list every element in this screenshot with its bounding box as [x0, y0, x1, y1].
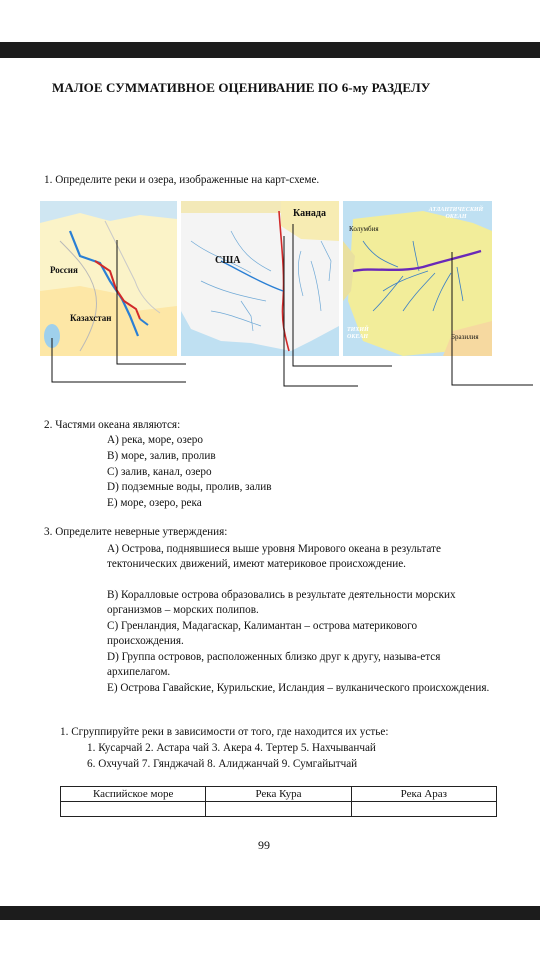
q3-option-a: A) Острова, поднявшиеся выше уровня Мирового океана в результате тектонических движений, имеют материковое происхождение. [107, 543, 441, 571]
q3-option-d: D) Группа островов, расположенных близко друг к другу, называ-ется архипелагом. [107, 651, 441, 679]
q2-option-e: E) море, озеро, река [107, 497, 202, 509]
map-label-kazakhstan: Казахстан [70, 313, 112, 323]
question-4-text: 1. Сгруппируйте реки в зависимости от того, где находится их устье: [60, 726, 389, 738]
page-title: МАЛОЕ СУММАТИВНОЕ ОЦЕНИВАНИЕ ПО 6-му РАЗДЕЛУ [52, 80, 431, 95]
q2-option-d: D) подземные воды, пролив, залив [107, 481, 272, 493]
rivers-list-line-2: 6. Охчучай 7. Гянджачай 8. Алиджанчай 9. Сумгайытчай [87, 758, 358, 770]
map-label-russia: Россия [50, 265, 78, 275]
q3-option-e: E) Острова Гавайские, Курильские, Исландия – вулканического происхождения. [107, 682, 490, 694]
table-header-kura: Река Кура [206, 787, 351, 802]
q2-option-c: C) залив, канал, озеро [107, 466, 212, 478]
q3-option-b: B) Коралловые острова образовались в результате деятельности морских организмов – морских полипов. [107, 589, 456, 617]
page-number: 99 [258, 838, 270, 852]
question-3-text: 3. Определите неверные утверждения: [44, 526, 228, 538]
question-1-text: 1. Определите реки и озера, изображенные на карт-схеме. [44, 174, 320, 186]
q2-option-b: B) море, залив, пролив [107, 450, 216, 462]
table-header-caspian: Каспийское море [61, 787, 206, 802]
table-cell-kura[interactable] [206, 802, 351, 817]
map-leader-lines [0, 0, 540, 400]
grouping-table [60, 786, 497, 817]
table-cell-caspian[interactable] [61, 802, 206, 817]
map-label-canada: Канада [293, 208, 326, 219]
rivers-list-line-1: 1. Кусарчай 2. Астара чай 3. Акера 4. Тертер 5. Нахчыванчай [87, 742, 376, 754]
table-header-araz: Река Араз [351, 787, 496, 802]
bottom-dark-bar [0, 906, 540, 920]
q2-option-a: A) река, море, озеро [107, 434, 203, 446]
q3-option-c: C) Гренландия, Мадагаскар, Калимантан – острова материкового происхождения. [107, 620, 418, 648]
table-row [61, 802, 497, 817]
map-label-colombia: Колумбия [349, 225, 379, 233]
map-label-pacific: ТИХИЙ ОКЕАН [347, 327, 369, 340]
map-label-brazil: Бразилия [451, 333, 479, 341]
map-label-usa: США [215, 255, 241, 266]
question-2-text: 2. Частями океана являются: [44, 419, 181, 431]
table-header-row [61, 787, 497, 802]
map-label-atlantic: АТЛАНТИЧЕСКИЙ ОКЕАН [428, 207, 484, 220]
table-cell-araz[interactable] [351, 802, 496, 817]
